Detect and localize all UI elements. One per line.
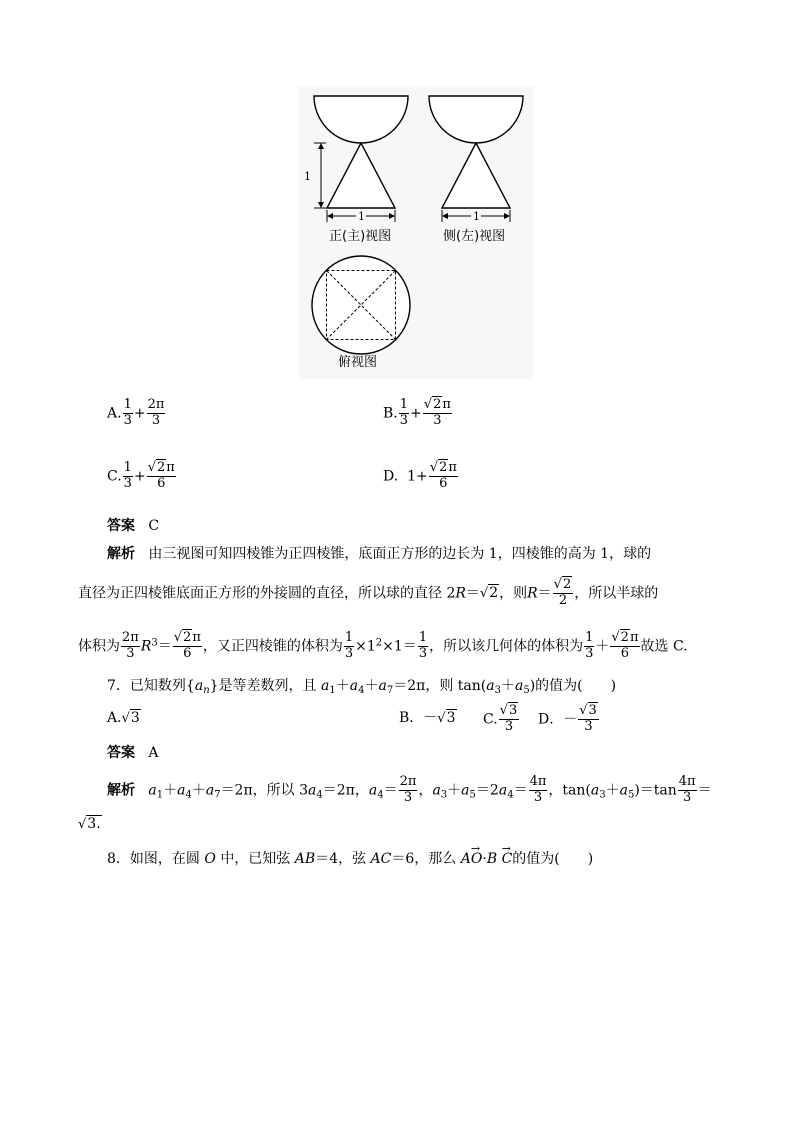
- front-hemisphere-shape: [314, 96, 408, 143]
- front-triangle-shape: [327, 143, 395, 208]
- side-triangle-shape: [442, 143, 510, 208]
- three-view-diagram: [298, 86, 534, 379]
- q6-option-d: D. 1+ $\frac{√2\pi}{6}$: [383, 460, 457, 491]
- three-view-figure: [298, 86, 534, 379]
- top-view-caption: 俯视图: [338, 355, 378, 370]
- q7-option-b: B．－√3: [399, 710, 456, 726]
- q7-analysis-line2: √3.: [78, 816, 101, 832]
- q6-analysis-line1: 解析 由三视图可知四棱锥为正四棱锥，底面正方形的边长为 1，四棱锥的高为 1，球的: [107, 546, 652, 562]
- q7-option-d: D．－ $\frac{√3}{3}$: [538, 703, 597, 734]
- q7-analysis-line1: 解析 $a_1+a_4+a_7=2\pi$，所以 $3a_4=2\pi$，$a_4=$ $\frac{2\pi}{3}$ ，$a_3+a_5=2a_4=$ $\frac{4\pi}{3}$ ，$\tan(a_3+a_5)=\tan$ $\frac{4\pi}{3}$ ＝: [107, 774, 712, 805]
- q6-option-c: C. $\frac{1}{3}$ + $\frac{√2\pi}{6}$: [107, 460, 175, 491]
- q7-option-c: C. $\frac{√3}{3}$: [483, 703, 518, 734]
- side-hemisphere-shape: [429, 96, 523, 143]
- front-width-label: 1: [358, 210, 365, 223]
- q7-option-a: A.√3: [107, 710, 140, 726]
- q6-analysis-line3: 体积为 $\frac{2\pi}{3}$ $R^3=$ $\frac{√2\pi}{6}$ ，又正四棱锥的体积为 $\frac{1}{3}$ $\times 1^2\times 1=$ $\frac{1}{3}$ ，所以该几何体的体积为 $\frac{1}{3}$ ＋ $\frac{√2\pi}{6}$ 故选 C.: [78, 630, 688, 661]
- q7-answer: 答案 A: [107, 745, 159, 761]
- side-view-caption: 侧(左)视图: [443, 229, 506, 244]
- q6-option-b: B. $\frac{1}{3}$ + $\frac{√2\pi}{3}$: [383, 397, 451, 428]
- q8-stem: 8．如图，在圆 O 中，已知弦 AB＝4，弦 AC＝6，那么 A→ O·B → C的值为( ): [107, 849, 593, 869]
- q6-option-a: A. $\frac{1}{3}$ + $\frac{2\pi}{3}$: [107, 397, 165, 428]
- q7-stem: 7．已知数列$\{a_n\}$是等差数列，且 $a_1+a_4+a_7=2\pi$，则 $\tan(a_3+a_5)$的值为( ): [107, 678, 617, 696]
- side-width-label: 1: [473, 210, 480, 223]
- height-label: 1: [304, 170, 311, 183]
- q6-answer: 答案 C: [107, 518, 160, 534]
- front-view-caption: 正(主)视图: [329, 229, 392, 244]
- q6-analysis-line2: 直径为正四棱锥底面正方形的外接圆的直径，所以球的直径 2R＝√2，则R＝ $\frac{√2}{2}$ ，所以半球的: [78, 577, 659, 608]
